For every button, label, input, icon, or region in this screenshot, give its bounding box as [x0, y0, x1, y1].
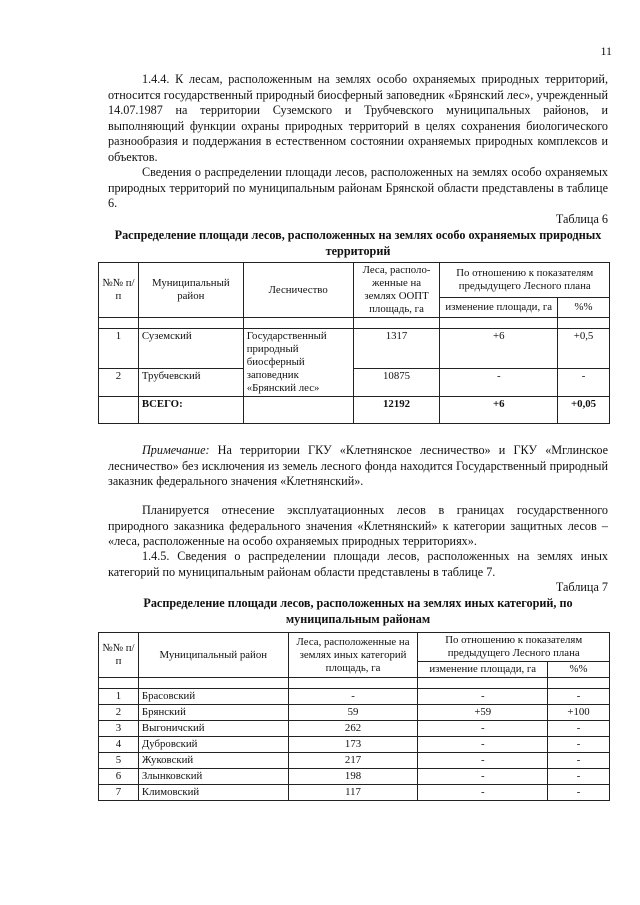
paragraph-planned: Планируется отнесение эксплуатационных лесов в границах государственного природного заказника федерального значения «Клетнянский» к категории защитных лесов – «леса, расположенные на особо охраняемых природных территориях». [108, 503, 608, 549]
t7-r2-district: Брянский [138, 705, 288, 721]
table-row [99, 689, 610, 705]
t6-total-area: 12192 [353, 397, 440, 424]
page-number: 11 [600, 44, 612, 58]
note-paragraph [108, 443, 608, 490]
t7-header-area: Леса, расположенные на землях иных категорий площадь, га [288, 633, 418, 678]
t7-r1-pct: - [548, 689, 610, 705]
t7-r6-change: - [418, 769, 548, 785]
t6-total-change: +6 [440, 397, 558, 424]
t7-r6-district: Злынковский [138, 769, 288, 785]
t7-r7-area: 117 [288, 785, 418, 801]
t7-r3-pct: - [548, 721, 610, 737]
t6-spacer-row [99, 318, 610, 329]
t7-header-num: №№ п/п [99, 633, 139, 678]
t7-r6-num: 6 [99, 769, 139, 785]
table6-label: Таблица 6 [555, 212, 608, 226]
t7-r3-change: - [418, 721, 548, 737]
t7-header-change: изменение площади, га [418, 662, 548, 678]
t6-r2-num: 2 [99, 369, 139, 397]
table7-title: Распределение площади лесов, расположенных на землях иных категорий, по муниципальным районам [143, 596, 573, 626]
t7-r5-num: 5 [99, 753, 139, 769]
t6-header-num: №№ п/п [99, 263, 139, 318]
t7-r4-area: 173 [288, 737, 418, 753]
table7-label: Таблица 7 [555, 580, 608, 594]
t6-header-district: Муниципальный район [138, 263, 243, 318]
t7-r1-area: - [288, 689, 418, 705]
t6-r1-district: Суземский [138, 329, 243, 369]
t6-r1-change: +6 [440, 329, 558, 369]
paragraph-1-4-5: 1.4.5. Сведения о распределении площади лесов, расположенных на землях иных категорий по муниципальным районам области представлены в таблице 7. [108, 549, 608, 579]
t6-total-pct: +0,05 [558, 397, 610, 424]
t7-r6-area: 198 [288, 769, 418, 785]
t7-header-district: Муниципальный район [138, 633, 288, 678]
t7-header-relation: По отношению к показателям предыдущего Лесного плана [418, 633, 610, 662]
t7-r7-pct: - [548, 785, 610, 801]
t7-header-pct: %% [548, 662, 610, 678]
table-row [99, 721, 610, 737]
table-7 [98, 632, 610, 801]
table-total-row [99, 397, 610, 424]
t7-r2-change: +59 [418, 705, 548, 721]
t6-r2-change: - [440, 369, 558, 397]
t6-r2-area: 10875 [353, 369, 440, 397]
table-row [99, 737, 610, 753]
note-label: Примечание: [142, 443, 210, 457]
t6-forestry-cell: Государственный природный биосферный заповедник «Брянский лес» [243, 329, 353, 397]
t7-r7-num: 7 [99, 785, 139, 801]
t6-r1-num: 1 [99, 329, 139, 369]
t7-r7-district: Климовский [138, 785, 288, 801]
t7-r2-num: 2 [99, 705, 139, 721]
table-row [99, 369, 610, 397]
t7-r5-area: 217 [288, 753, 418, 769]
table-row [99, 705, 610, 721]
t7-r4-num: 4 [99, 737, 139, 753]
t7-r3-area: 262 [288, 721, 418, 737]
t7-r5-change: - [418, 753, 548, 769]
table-row [99, 329, 610, 369]
t7-r3-district: Выгоничский [138, 721, 288, 737]
t7-r1-num: 1 [99, 689, 139, 705]
t6-header-pct: %% [558, 298, 610, 318]
t7-r4-district: Дубровский [138, 737, 288, 753]
t6-r2-pct: - [558, 369, 610, 397]
t7-r1-district: Брасовский [138, 689, 288, 705]
t6-r1-area: 1317 [353, 329, 440, 369]
t7-r6-pct: - [548, 769, 610, 785]
t7-r4-change: - [418, 737, 548, 753]
t7-r3-num: 3 [99, 721, 139, 737]
t6-header-area: Леса, располо-женные на землях ООПТ площадь, га [353, 263, 440, 318]
t7-r2-pct: +100 [548, 705, 610, 721]
t6-total-label: ВСЕГО: [138, 397, 243, 424]
t7-r5-pct: - [548, 753, 610, 769]
t6-header-change: изменение площади, га [440, 298, 558, 318]
t6-header-forestry: Лесничество [243, 263, 353, 318]
table-row [99, 769, 610, 785]
t7-r7-change: - [418, 785, 548, 801]
t6-header-relation: По отношению к показателям предыдущего Лесного плана [440, 263, 610, 298]
t6-r2-district: Трубчевский [138, 369, 243, 397]
table-row [99, 785, 610, 801]
t6-r1-pct: +0,5 [558, 329, 610, 369]
table-row [99, 753, 610, 769]
table-6 [98, 262, 610, 424]
paragraph-1-4-4: 1.4.4. К лесам, расположенным на землях особо охраняемых природных территорий, относится государственный природный биосферный заповедник «Брянский лес», учрежденный 14.07.1987 на территории Суземского и Трубчевского муниципальных районов, и выполняющий функции охраны природных территорий в целях сохранения биологического разнообразия и поддержания в естественном состоянии охраняемых природных комплексов и объектов. [108, 72, 608, 164]
t7-r4-pct: - [548, 737, 610, 753]
table6-title: Распределение площади лесов, расположенных на землях особо охраняемых природных территорий [114, 228, 602, 258]
t7-r5-district: Жуковский [138, 753, 288, 769]
t7-r2-area: 59 [288, 705, 418, 721]
note-text: На территории ГКУ «Клетнянское лесничество» и ГКУ «Мглинское лесничество» без исключения из земель лесного фонда находится Государственный природный заказник федерального значения «Клетнянский». [108, 443, 608, 489]
t7-r1-change: - [418, 689, 548, 705]
t7-spacer-row [99, 678, 610, 689]
paragraph-table6-intro: Сведения о распределении площади лесов, расположенных на землях особо охраняемых природных территорий по муниципальным районам Брянской области представлены в таблице 6. [108, 165, 608, 211]
